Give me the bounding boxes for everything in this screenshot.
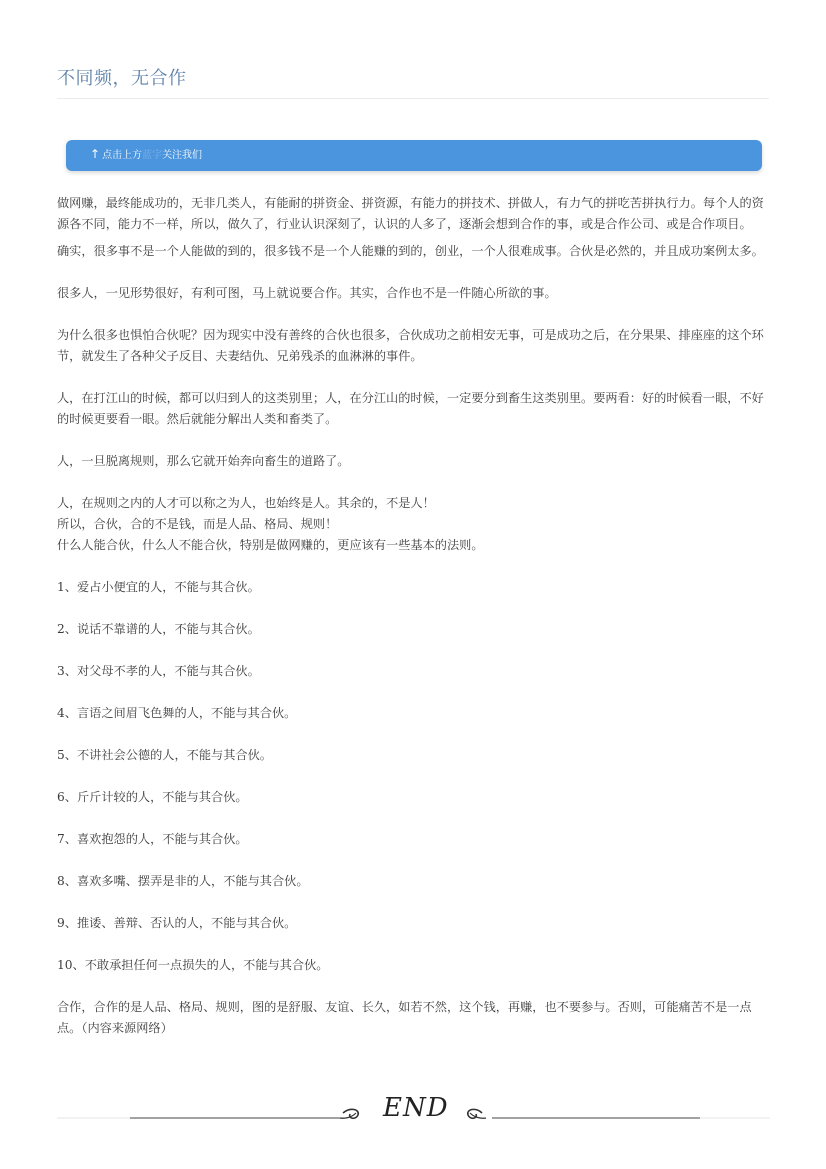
banner-prefix: 点击上方 [102, 150, 143, 161]
follow-banner[interactable] [66, 140, 762, 171]
paragraph: 人，一旦脱离规则，那么它就开始奔向畜生的道路了。 [57, 454, 350, 468]
paragraph: 人，在打江山的时候，都可以归到人的这类别里；人，在分江山的时候，一定要分到畜生这类别里。要两看：好的时候看一眼，不好的时候更要看一眼。然后就能分解出人类和畜类了。 [57, 391, 764, 426]
title-divider [57, 98, 769, 99]
banner-blue-text[interactable]: 蓝字 [142, 150, 163, 161]
list-item: 6、斤斤计较的人，不能与其合伙。 [57, 790, 248, 804]
paragraph: 人，在规则之内的人才可以称之为人，也始终是人。其余的，不是人！ [57, 496, 435, 510]
paragraph: 很多人，一见形势很好，有利可图，马上就说要合作。其实，合作也不是一件随心所欲的事。 [57, 286, 557, 300]
article-body [57, 193, 769, 1039]
paragraph: 什么人能合伙，什么人不能合伙，特别是做网赚的，更应该有一些基本的法则。 [57, 538, 484, 552]
end-label: END [383, 1093, 449, 1123]
list-item: 10、不敢承担任何一点损失的人，不能与其合伙。 [57, 958, 329, 972]
paragraph: 确实，很多事不是一个人能做的到的，很多钱不是一个人能赚的到的，创业，一个人很难成事。合伙是必然的，并且成功案例太多。 [57, 244, 764, 258]
paragraph: 为什么很多也惧怕合伙呢？因为现实中没有善终的合伙也很多，合伙成功之前相安无事，可是成功之后，在分果果、排座座的这个环节，就发生了各种父子反目、夫妻结仇、兄弟残杀的血淋淋的事件。 [57, 328, 764, 363]
list-item: 5、不讲社会公德的人，不能与其合伙。 [57, 748, 272, 762]
list-item: 8、喜欢多嘴、摆弄是非的人，不能与其合伙。 [57, 874, 309, 888]
paragraph: 做网赚，最终能成功的，无非几类人，有能耐的拼资金、拼资源，有能力的拼技术、拼做人，有力气的拼吃苦拼执行力。每个人的资源各不同，能力不一样，所以，做久了，行业认识深刻了，认识的人多了，逐渐会想到合作的事，或是合作公司、或是合作项目。 [57, 196, 764, 231]
list-item: 4、言语之间眉飞色舞的人，不能与其合伙。 [57, 706, 297, 720]
article-title: 不同频，无合作 [57, 68, 187, 89]
list-item: 3、对父母不孝的人，不能与其合伙。 [57, 664, 260, 678]
list-item: 1、爱占小便宜的人，不能与其合伙。 [57, 580, 260, 594]
banner-suffix: 关注我们 [162, 150, 203, 161]
arrow-up-icon: ↑ [90, 147, 101, 161]
list-item: 9、推诿、善辩、否认的人，不能与其合伙。 [57, 916, 297, 930]
list-item: 7、喜欢抱怨的人，不能与其合伙。 [57, 832, 248, 846]
list-item: 2、说话不靠谱的人，不能与其合伙。 [57, 622, 260, 636]
paragraph: 合作，合作的是人品、格局、规则，图的是舒服、友谊、长久，如若不然，这个钱，再赚，也不要参与。否则，可能痛苦不是一点点。（内容来源网络） [57, 1000, 752, 1035]
paragraph: 所以，合伙，合的不是钱，而是人品、格局、规则！ [57, 517, 338, 531]
